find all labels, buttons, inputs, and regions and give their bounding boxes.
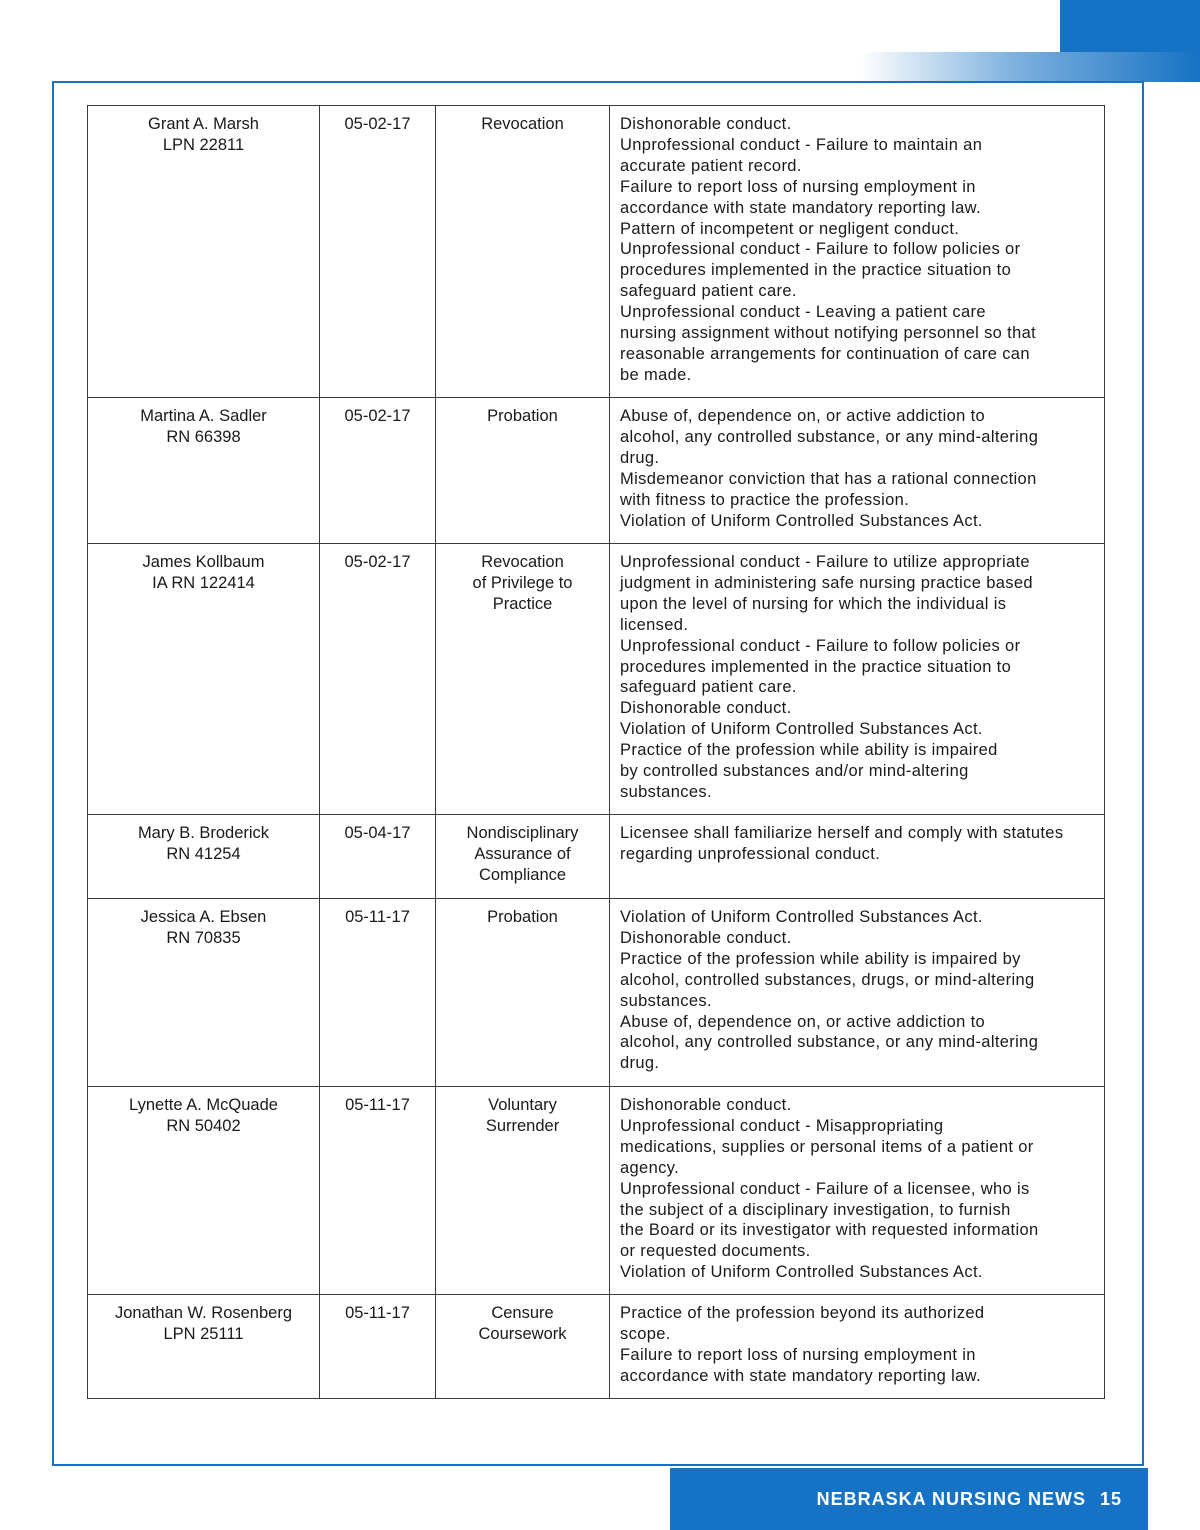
grounds-cell [610, 544, 1105, 815]
action-type-line: Coursework [478, 1325, 567, 1344]
violation-line: judgment in administering safe nursing practice based [620, 573, 1033, 592]
table-row [88, 1295, 1105, 1399]
violation-line: Practice of the profession beyond its authorized [620, 1304, 985, 1323]
page-number: 15 [1099, 1488, 1122, 1509]
violation-line: Unprofessional conduct - Misappropriating [620, 1116, 944, 1135]
disciplinary-actions-table [87, 105, 1105, 1399]
action-cell [436, 1295, 610, 1399]
violation-line: be made. [620, 365, 692, 384]
header-corner-block [1060, 0, 1200, 52]
violation-line: alcohol, any controlled substance, or any mind-altering [620, 427, 1039, 446]
violation-line: Unprofessional conduct - Failure of a licensee, who is [620, 1179, 1030, 1198]
violation-line: procedures implemented in the practice situation to [620, 657, 1012, 676]
violation-line: Violation of Uniform Controlled Substances Act. [620, 908, 983, 926]
violation-line: accordance with state mandatory reporting law. [620, 1366, 981, 1385]
grounds-cell [610, 398, 1105, 544]
violation-line: Unprofessional conduct - Failure to follow policies or [620, 636, 1021, 655]
action-cell [436, 815, 610, 899]
licensee-cell [88, 899, 320, 1087]
violation-line: accordance with state mandatory reporting law. [620, 198, 981, 217]
violation-line: scope. [620, 1325, 671, 1344]
violation-line: upon the level of nursing for which the individual is [620, 594, 1007, 613]
action-type-line: Revocation [481, 553, 564, 571]
licensee-cell [88, 1087, 320, 1295]
violation-line: Abuse of, dependence on, or active addiction to [620, 1012, 986, 1031]
licensee-name: Lynette A. McQuade [129, 1096, 278, 1114]
table-row [88, 899, 1105, 1087]
violation-line: Dishonorable conduct. [620, 1096, 792, 1114]
violation-line: Failure to report loss of nursing employment in [620, 177, 976, 196]
action-type-line: Assurance of [474, 844, 571, 863]
table-row [88, 398, 1105, 544]
violation-line: drug. [620, 448, 660, 467]
license-number: LPN 25111 [163, 1325, 244, 1344]
action-date: 05-11-17 [345, 1304, 410, 1323]
licensee-name: Mary B. Broderick [137, 824, 270, 842]
licensee-name: Jessica A. Ebsen [140, 908, 267, 926]
licensee-cell [88, 544, 320, 815]
violation-line: Dishonorable conduct. [620, 928, 792, 947]
violation-line: medications, supplies or personal items of a patient or [620, 1137, 1034, 1156]
violation-line: Practice of the profession while ability is impaired by [620, 949, 1021, 968]
violation-line: reasonable arrangements for continuation of care can [620, 344, 1030, 363]
license-number: RN 41254 [166, 844, 241, 863]
date-cell [320, 106, 436, 398]
grounds-cell [610, 815, 1105, 899]
violation-line: Violation of Uniform Controlled Substances Act. [620, 1263, 983, 1282]
violation-line: Licensee shall familiarize herself and comply with statutes [620, 824, 1064, 842]
action-type-line: Practice [492, 594, 553, 613]
table-row [88, 544, 1105, 815]
license-number: LPN 22811 [162, 135, 245, 154]
date-cell [320, 815, 436, 899]
action-date: 05-02-17 [344, 115, 411, 133]
violation-line: Unprofessional conduct - Failure to utilize appropriate [620, 553, 1030, 571]
date-cell [320, 544, 436, 815]
licensee-name: James Kollbaum [142, 553, 265, 571]
violation-line: or requested documents. [620, 1242, 811, 1261]
licensee-cell [88, 815, 320, 899]
grounds-cell [610, 1295, 1105, 1399]
violation-line: licensed. [620, 615, 689, 634]
action-type-line: Compliance [478, 865, 567, 884]
action-type-line: Censure [491, 1304, 554, 1323]
licensee-cell [88, 106, 320, 398]
violation-line: safeguard patient care. [620, 282, 797, 301]
licensee-name: Martina A. Sadler [140, 407, 267, 425]
action-type-line: Nondisciplinary [466, 824, 579, 842]
violation-line: drug. [620, 1054, 660, 1073]
license-number: IA RN 122414 [152, 573, 255, 592]
violation-line: substances. [620, 782, 712, 801]
action-cell [436, 106, 610, 398]
table-row [88, 815, 1105, 899]
action-type-line: Surrender [485, 1116, 560, 1135]
grounds-cell [610, 1087, 1105, 1295]
table-body [88, 106, 1105, 1399]
licensee-cell [88, 1295, 320, 1399]
violation-line: Unprofessional conduct - Failure to maintain an [620, 135, 983, 154]
grounds-cell [610, 106, 1105, 398]
action-date: 05-04-17 [344, 824, 411, 842]
action-date: 05-02-17 [344, 407, 411, 425]
violation-line: Abuse of, dependence on, or active addiction to [620, 407, 986, 425]
violation-line: the subject of a disciplinary investigation, to furnish [620, 1200, 1011, 1219]
action-type-line: Revocation [481, 115, 564, 133]
violation-line: alcohol, controlled substances, drugs, or mind-altering [620, 970, 1035, 989]
licensee-name: Jonathan W. Rosenberg [114, 1304, 293, 1323]
date-cell [320, 398, 436, 544]
header-gradient-bar [860, 52, 1200, 82]
action-type-line: Probation [487, 908, 558, 926]
violation-line: Violation of Uniform Controlled Substances Act. [620, 720, 983, 739]
violation-line: alcohol, any controlled substance, or any mind-altering [620, 1033, 1039, 1052]
violation-line: Unprofessional conduct - Leaving a patient care [620, 303, 986, 322]
grounds-cell [610, 899, 1105, 1087]
violation-line: by controlled substances and/or mind-altering [620, 762, 969, 781]
action-type-line: of Privilege to [472, 573, 573, 592]
licensee-name: Grant A. Marsh [148, 115, 259, 133]
violation-line: accurate patient record. [620, 156, 802, 175]
violation-line: procedures implemented in the practice situation to [620, 261, 1012, 280]
violation-line: Failure to report loss of nursing employment in [620, 1345, 976, 1364]
violation-line: substances. [620, 991, 712, 1010]
date-cell [320, 1295, 436, 1399]
date-cell [320, 899, 436, 1087]
license-number: RN 50402 [166, 1116, 241, 1135]
violation-line: with fitness to practice the profession. [620, 490, 910, 509]
date-cell [320, 1087, 436, 1295]
action-cell [436, 899, 610, 1087]
table-row [88, 106, 1105, 398]
table-row [88, 1087, 1105, 1295]
action-cell [436, 544, 610, 815]
footer-bar [670, 1468, 1148, 1530]
violation-line: Dishonorable conduct. [620, 115, 792, 133]
violation-line: Practice of the profession while ability is impaired [620, 741, 998, 760]
violation-line: safeguard patient care. [620, 678, 797, 697]
action-cell [436, 1087, 610, 1295]
violation-line: Pattern of incompetent or negligent conduct. [620, 219, 960, 238]
action-type-line: Voluntary [488, 1096, 557, 1114]
action-type-line: Probation [487, 407, 558, 425]
violation-line: Violation of Uniform Controlled Substances Act. [620, 511, 983, 530]
action-cell [436, 398, 610, 544]
violation-line: Dishonorable conduct. [620, 699, 792, 718]
violation-line: regarding unprofessional conduct. [620, 844, 881, 863]
violation-line: agency. [620, 1158, 680, 1177]
violation-line: Unprofessional conduct - Failure to follow policies or [620, 240, 1021, 259]
action-date: 05-11-17 [345, 908, 410, 926]
action-date: 05-11-17 [345, 1096, 410, 1114]
publication-name: NEBRASKA NURSING NEWS [816, 1488, 1086, 1509]
violation-line: nursing assignment without notifying personnel so that [620, 324, 1037, 343]
violation-line: the Board or its investigator with requested information [620, 1221, 1039, 1240]
violation-line: Misdemeanor conviction that has a rational connection [620, 469, 1037, 488]
license-number: RN 66398 [166, 427, 241, 446]
licensee-cell [88, 398, 320, 544]
action-date: 05-02-17 [344, 553, 411, 571]
license-number: RN 70835 [166, 928, 241, 947]
